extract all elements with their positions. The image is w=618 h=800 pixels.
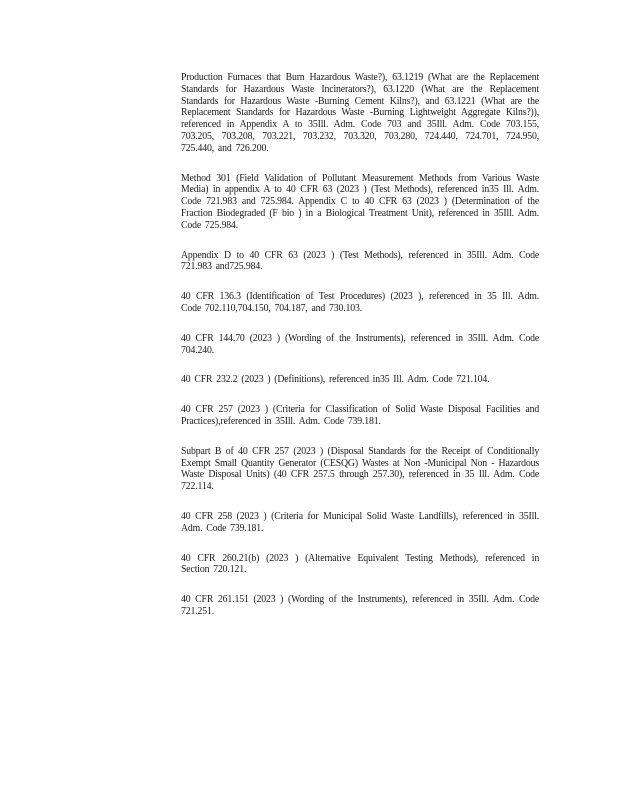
paragraph-incorporation-63-1219: Production Furnaces that Burn Hazardous Waste?), 63.1219 (What are the Replacement Standards for Hazardous Waste Incinerators?), 63.1220 (What are the Replacement Standards for Hazardous Waste -Burning Cement Kilns?), and 63.1221 (What are the Replacement Standards for Hazardous Waste -Burning Lightweight Aggregate Kilns?)), referenced in Appendix A to 35Ill. Adm. Code 703 and 35Ill. Adm. Code 703.155, 703.205, 703.208, 703.221, 703.232, 703.320, 703.280, 724.440, 724.701, 724.950, 725.440, and 726.200. [181, 72, 540, 154]
paragraph-appendix-d: Appendix D to 40 CFR 63 (2023 ) (Test Methods), referenced in 35Ill. Adm. Code 721.983 and725.984. [181, 249, 540, 273]
paragraph-40-cfr-260-21b: 40 CFR 260.21(b) (2023 ) (Alternative Equivalent Testing Methods), referenced in Section 720.121. [181, 552, 540, 576]
paragraph-method-301: Method 301 (Field Validation of Pollutant Measurement Methods from Various Waste Media) in appendix A to 40 CFR 63 (2023 ) (Test Methods), referenced in35 Ill. Adm. Code 721.983 and 725.984. Appendix C to 40 CFR 63 (2023 ) (Determination of the Fraction Biodegraded (F bio ) in a Biological Treatment Unit), referenced in 35Ill. Adm. Code 725.984. [181, 172, 540, 231]
paragraph-40-cfr-136-3: 40 CFR 136.3 (Identification of Test Procedures) (2023 ), referenced in 35 Ill. Adm. Code 702.110,704.150, 704.187, and 730.103. [181, 291, 540, 314]
paragraph-40-cfr-261-151: 40 CFR 261.151 (2023 ) (Wording of the Instruments), referenced in 35Ill. Adm. Code 721.251. [181, 594, 540, 617]
document-body [181, 72, 539, 636]
paragraph-subpart-b-40-cfr-257: Subpart B of 40 CFR 257 (2023 ) (Disposal Standards for the Receipt of Conditionally Exempt Small Quantity Generator (CESQG) Wastes at Non -Municipal Non - Hazardous Waste Disposal Units) (40 CFR 257.5 through 257.30), referenced in 35 Ill. Adm. Code 722.114. [181, 445, 540, 493]
paragraph-40-cfr-144-70: 40 CFR 144.70 (2023 ) (Wording of the Instruments), referenced in 35Ill. Adm. Code 704.240. [181, 332, 540, 356]
paragraph-40-cfr-258: 40 CFR 258 (2023 ) (Criteria for Municipal Solid Waste Landfills), referenced in 35Ill. Adm. Code 739.181. [181, 510, 540, 534]
paragraph-40-cfr-232-2: 40 CFR 232.2 (2023 ) (Definitions), referenced in35 Ill. Adm. Code 721.104. [181, 374, 490, 386]
paragraph-40-cfr-257: 40 CFR 257 (2023 ) (Criteria for Classification of Solid Waste Disposal Facilities and Practices),referenced in 35Ill. Adm. Code 739.181. [181, 404, 540, 427]
